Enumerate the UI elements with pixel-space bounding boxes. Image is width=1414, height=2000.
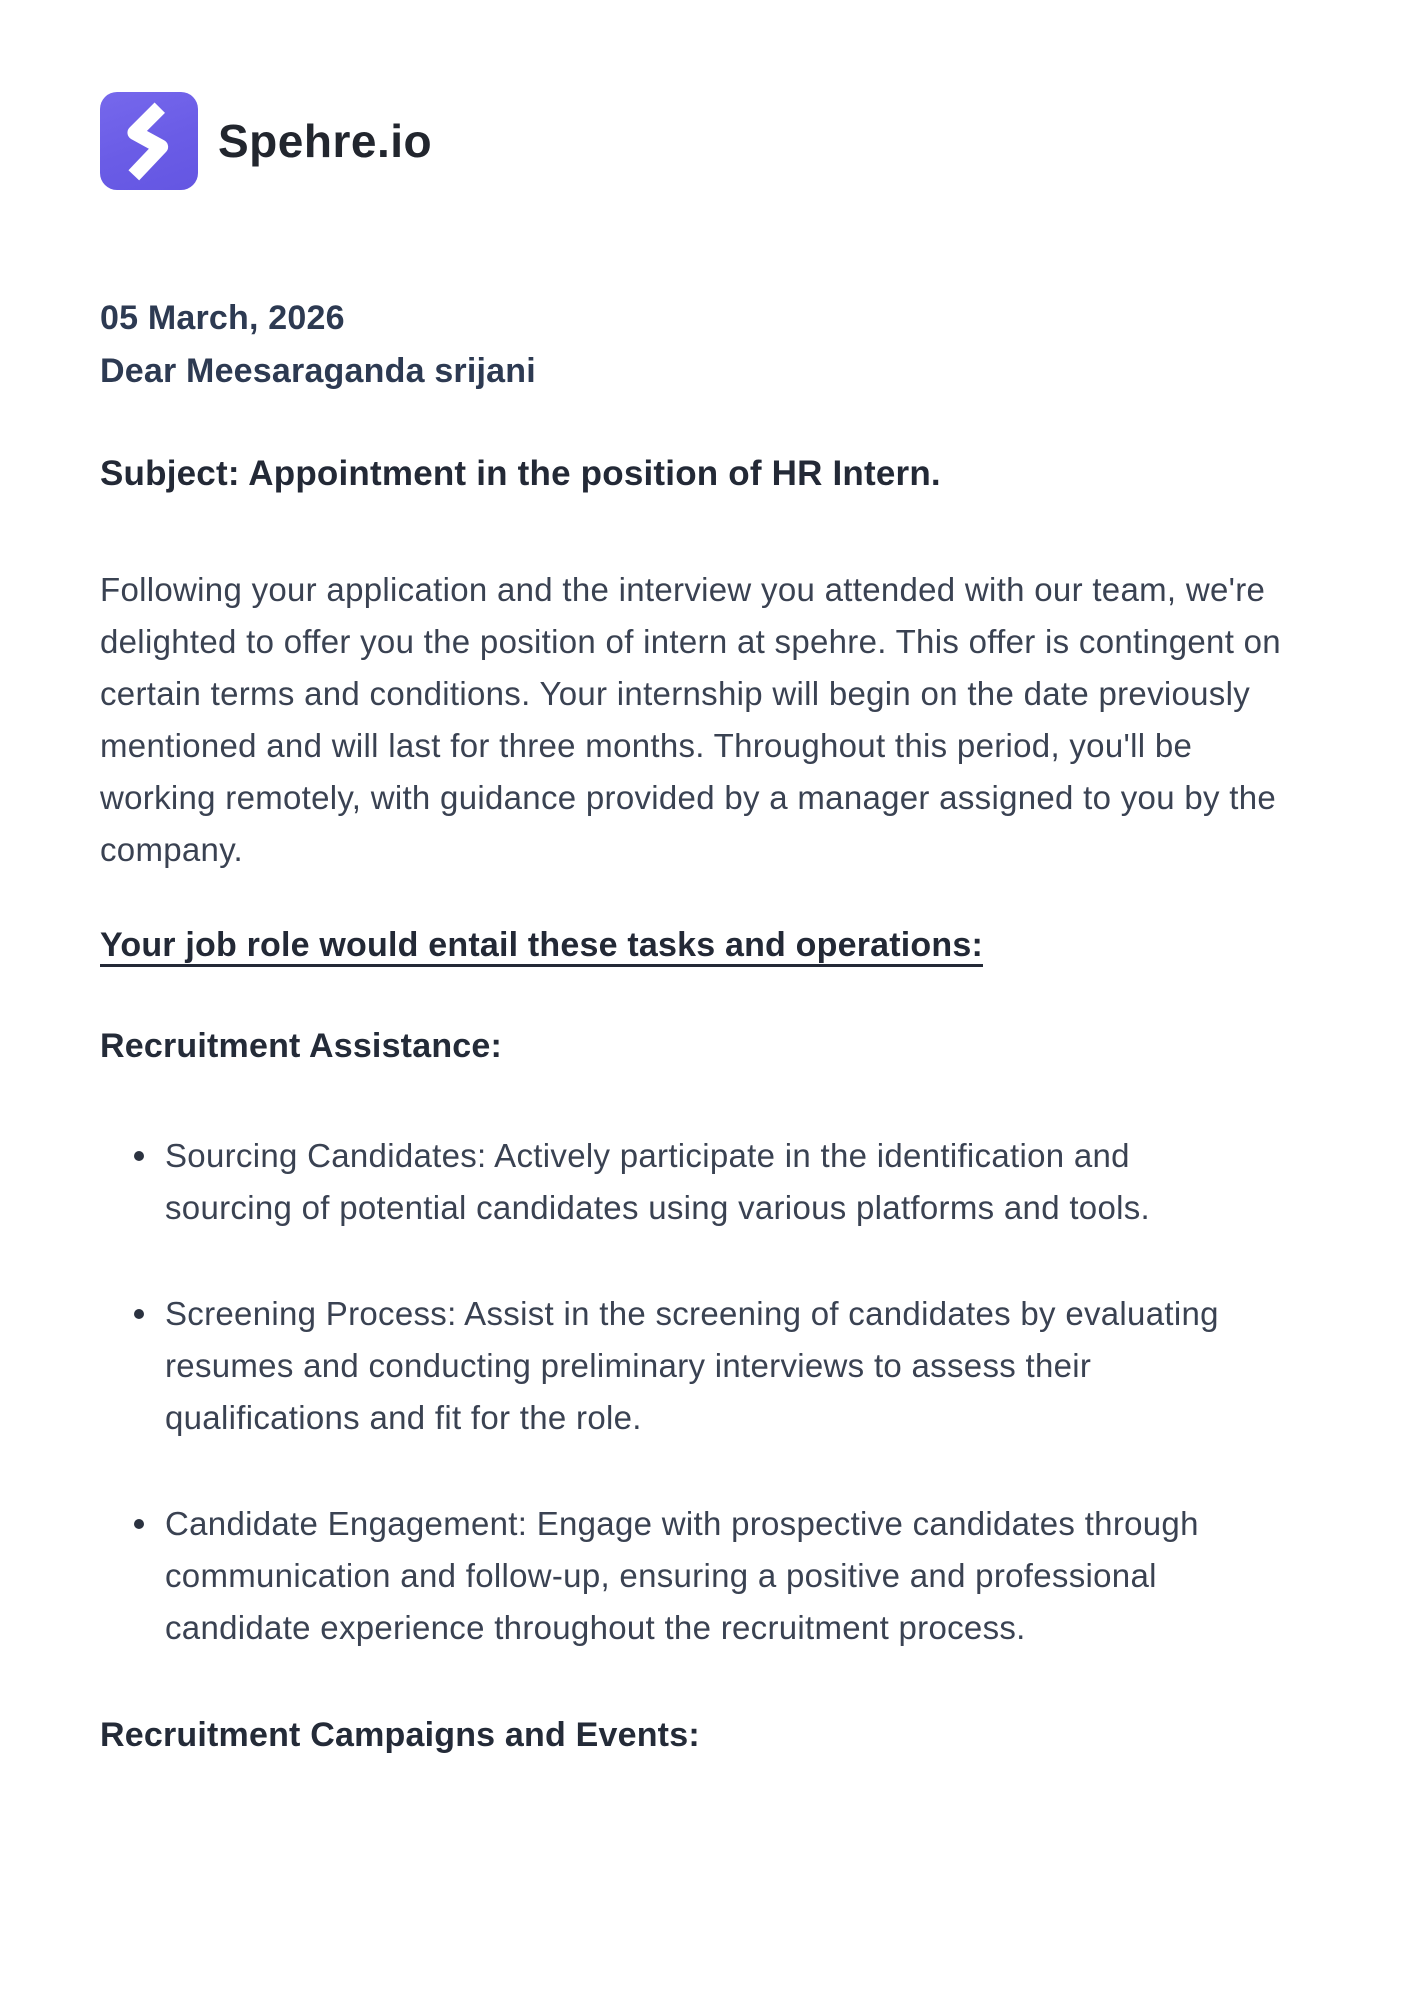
s-bolt-icon: [100, 92, 198, 190]
brand-header: [100, 92, 1314, 190]
letter-date: 05 March, 2026: [100, 299, 345, 337]
recruitment-assistance-list: [100, 1130, 1314, 1654]
subject-line: Subject: Appointment in the position of HR Intern.: [100, 454, 941, 493]
date-greeting-block: [100, 292, 1314, 398]
brand-wordmark: Spehre.io: [218, 115, 433, 167]
tasks-heading: Your job role would entail these tasks and operations:: [100, 926, 983, 964]
list-item: Candidate Engagement: Engage with prospective candidates through communication and follow-up, ensuring a positive and professional candidate experience throughout the recruitment process.: [100, 1498, 1250, 1654]
list-item: Screening Process: Assist in the screening of candidates by evaluating resumes and conducting preliminary interviews to assess their qualifications and fit for the role.: [100, 1288, 1250, 1444]
section-title-recruitment-assistance: Recruitment Assistance:: [100, 1027, 503, 1065]
intro-paragraph: Following your application and the interview you attended with our team, we're delighted to offer you the position of intern at spehre. This offer is contingent on certain terms and conditions. Your internship will begin on the date previously mentioned and will last for three months. Throughout this period, you'll be working remotely, with guidance provided by a manager assigned to you by the company.: [100, 571, 1281, 868]
letter-greeting: Dear Meesaraganda srijani: [100, 352, 536, 390]
list-item: Sourcing Candidates: Actively participate in the identification and sourcing of potential candidates using various platforms and tools.: [100, 1130, 1250, 1234]
section-title-recruitment-campaigns: Recruitment Campaigns and Events:: [100, 1716, 700, 1754]
